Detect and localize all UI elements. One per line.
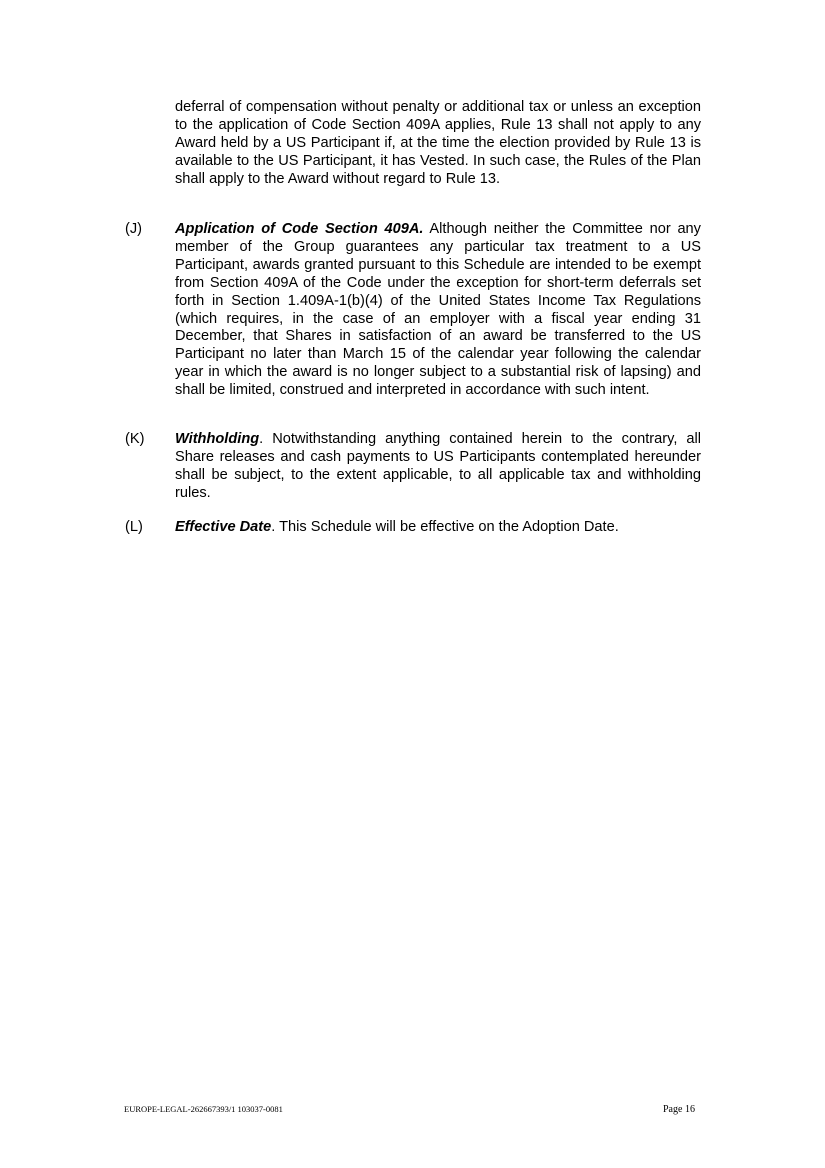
clause-label: (L) — [125, 519, 143, 535]
clause-body — [175, 221, 701, 400]
clause-heading: Effective Date — [175, 519, 272, 535]
clause-label: (K) — [125, 431, 145, 447]
continuation-paragraph: deferral of compensation without penalty or additional tax or unless an exception to the application of Code Section 409A applies, Rule 13 shall not apply to any Award held by a US Participant if, at the time the election provided by Rule 13 is available to the US Participant, it has Vested. In such case, the Rules of the Plan shall apply to the Award without regard to Rule 13. — [175, 99, 701, 187]
clause-label: (J) — [125, 221, 143, 237]
clause-body — [175, 431, 701, 503]
clause-text: Although neither the Committee nor any member of the Group guarantees any particular tax treatment to a US Participant, awards granted pursuant to this Schedule are intended to be exempt from Section 409A of the Code under the exception for short-term deferrals set forth in Section 1.409A-1(b)(4) of the United States Income Tax Regulations (which requires, in the case of an employer with a fiscal year ending 31 December, that Shares in satisfaction of an award be transferred to the US Participant no later than March 15 of the calendar year following the calendar year in which the award is no longer subject to a substantial risk of lapsing) and shall be limited, construed and interpreted in accordance with such intent. — [175, 221, 701, 399]
clause-text: . This Schedule will be effective on the Adoption Date. — [271, 519, 619, 535]
clause-heading: Application of Code Section 409A. — [175, 221, 424, 237]
footer-page-number: Page 16 — [663, 1104, 695, 1115]
clause-text: . Notwithstanding anything contained herein to the contrary, all Share releases and cash payments to US Participants contemplated hereunder shall be subject, to the extent applicable, to all applicable tax and withholding rules. — [175, 431, 701, 501]
footer-document-reference: EUROPE-LEGAL-262667393/1 103037-0081 — [124, 1104, 283, 1114]
clause-heading: Withholding — [175, 431, 260, 447]
clause-body — [175, 519, 701, 537]
